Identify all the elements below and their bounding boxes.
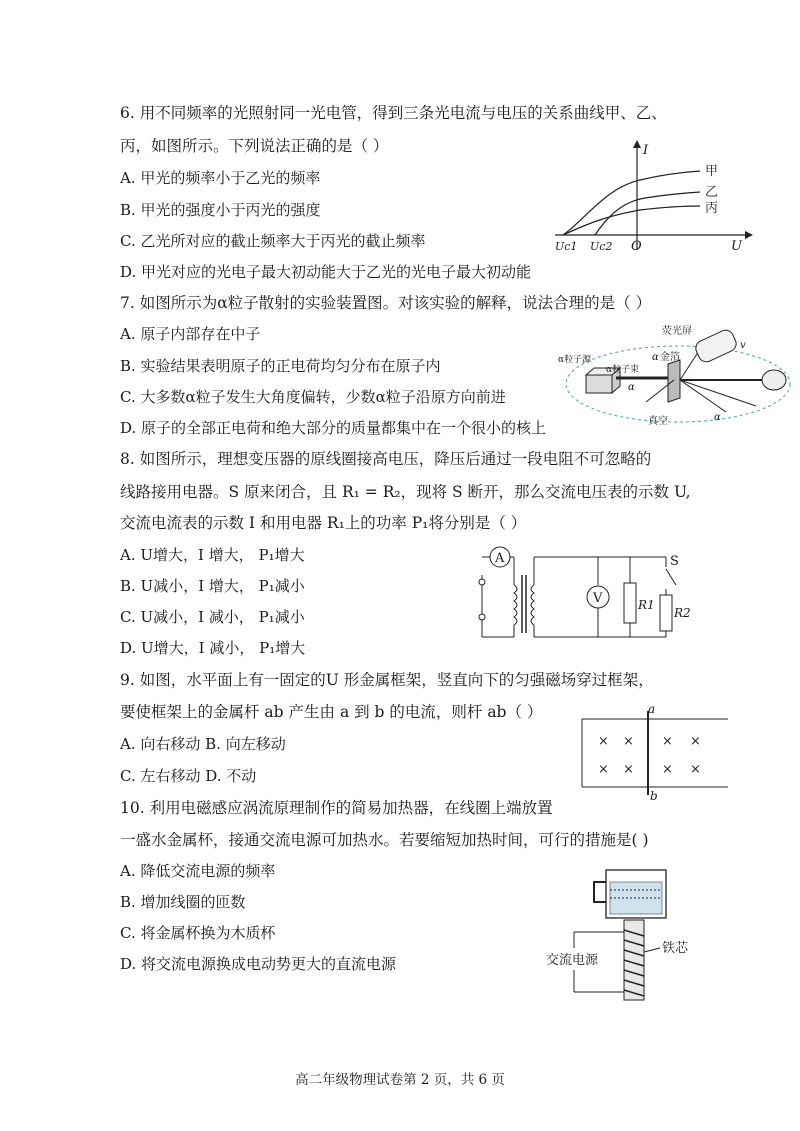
voltmeter-label: V — [593, 591, 603, 606]
q8-stem-line1: 8. 如图所示，理想变压器的原线圈接高电压，降压后通过一段电阻不可忽略的 — [120, 450, 652, 468]
q9-stem-line1: 9. 如图，水平面上有一固定的U 形金属框架，竖直向下的匀强磁场穿过框架， — [120, 671, 654, 689]
q9-stem-line2: 要使框架上的金属杆 ab 产生由 a 到 b 的电流，则杆 ab（ ） — [120, 703, 543, 721]
axis-u-label: U — [731, 239, 742, 254]
r2-label: R2 — [674, 606, 691, 620]
ammeter-label: A — [495, 551, 505, 566]
q7-option-c: C. 大多数α粒子发生大角度偏转，少数α粒子沿原方向前进 — [120, 388, 506, 406]
v-label: v — [740, 340, 746, 351]
q9-u-frame-field — [578, 705, 728, 800]
q8-option-b: B. U减小，I 增大， P₁减小 — [120, 577, 305, 595]
q10-induction-heater — [540, 860, 710, 1005]
field-mark: × — [598, 762, 609, 777]
q7-alpha-scattering-apparatus — [556, 320, 796, 435]
q10-option-b: B. 增加线圈的匝数 — [120, 893, 246, 911]
iron-core-label: 铁芯 — [662, 941, 689, 956]
ac-source-label: 交流电源 — [546, 953, 599, 968]
page-footer: 高二年级物理试卷第 2 页，共 6 页 — [295, 1072, 505, 1088]
label-a: a — [648, 705, 656, 716]
q8-option-d: D. U增大，I 减小， P₁增大 — [120, 639, 306, 657]
q7-option-b: B. 实验结果表明原子的正电荷均匀分布在原子内 — [120, 357, 441, 375]
alpha-label-1: α — [652, 352, 659, 363]
q6-stem-line1: 6. 用不同频率的光照射同一光电管，得到三条光电流与电压的关系曲线甲、乙、 — [120, 104, 667, 122]
field-mark: × — [623, 734, 634, 749]
q6-option-a: A. 甲光的频率小于乙光的频率 — [120, 169, 321, 187]
q7-option-d: D. 原子的全部正电荷和绝大部分的质量都集中在一个很小的核上 — [120, 419, 547, 437]
q6-option-c: C. 乙光所对应的截止频率大于丙光的截止频率 — [120, 232, 426, 250]
field-mark: × — [598, 734, 609, 749]
alpha-label-2: α — [628, 382, 635, 393]
origin-label: O — [631, 239, 642, 254]
q10-stem-line1: 10. 利用电磁感应涡流原理制作的简易加热器，在线圈上端放置 — [120, 799, 553, 817]
uc1-label: Uc1 — [555, 240, 578, 253]
q8-stem-line3: 交流电流表的示数 I 和用电器 R₁上的功率 P₁将分别是（ ） — [120, 514, 527, 532]
switch-label: S — [670, 554, 679, 569]
q7-option-a: A. 原子内部存在中子 — [120, 325, 261, 343]
q6-option-d: D. 甲光对应的光电子最大初动能大于乙光的光电子最大初动能 — [120, 263, 532, 281]
curve-label-yi: 乙 — [705, 185, 719, 200]
field-mark: × — [690, 762, 701, 777]
q6-stem-line2: 丙，如图所示。下列说法正确的是（ ） — [120, 137, 389, 155]
curve-label-jia: 甲 — [705, 164, 719, 179]
alpha-label-3: α — [714, 412, 721, 423]
source-label: α粒子源 — [558, 355, 592, 365]
q8-stem-line2: 线路接用电器。S 原来闭合，且 R₁ = R₂，现将 S 断开，那么交流电压表的示数 U, — [120, 483, 691, 501]
q6-iu-graph — [545, 140, 755, 255]
field-mark: × — [662, 762, 673, 777]
field-mark: × — [690, 734, 701, 749]
field-mark: × — [623, 762, 634, 777]
curve-yi — [595, 192, 700, 235]
q10-option-d: D. 将交流电源换成电动势更大的直流电源 — [120, 955, 397, 973]
r1-label: R1 — [638, 598, 655, 612]
q6-option-b: B. 甲光的强度小于丙光的强度 — [120, 201, 321, 219]
curve-label-bing: 丙 — [705, 201, 719, 216]
uc2-label: Uc2 — [590, 240, 613, 253]
q10-stem-line2: 一盛水金属杯，接通交流电源可加热水。若要缩短加热时间，可行的措施是( ) — [120, 831, 649, 849]
beam-label: α粒子束 — [606, 365, 640, 375]
q8-transformer-circuit — [470, 545, 700, 650]
label-b: b — [650, 789, 658, 800]
q8-option-a: A. U增大，I 增大， P₁增大 — [120, 546, 305, 564]
vacuum-label: 真空 — [648, 416, 668, 427]
q10-option-c: C. 将金属杯换为木质杯 — [120, 924, 276, 942]
q8-option-c: C. U减小，I 减小， P₁减小 — [120, 608, 305, 626]
q7-stem: 7. 如图所示为α粒子散射的实验装置图。对该实验的解释，说法合理的是（ ） — [120, 294, 652, 312]
q9-options-row2: C. 左右移动 D. 不动 — [120, 767, 257, 785]
curve-bing — [563, 206, 700, 235]
screen-label: 荧光屏 — [662, 326, 692, 337]
field-mark: × — [662, 734, 673, 749]
q10-option-a: A. 降低交流电源的频率 — [120, 862, 276, 880]
axis-i-label: I — [643, 143, 649, 158]
q9-options-row1: A. 向右移动 B. 向左移动 — [120, 735, 286, 753]
foil-label: 金箔 — [660, 352, 680, 363]
